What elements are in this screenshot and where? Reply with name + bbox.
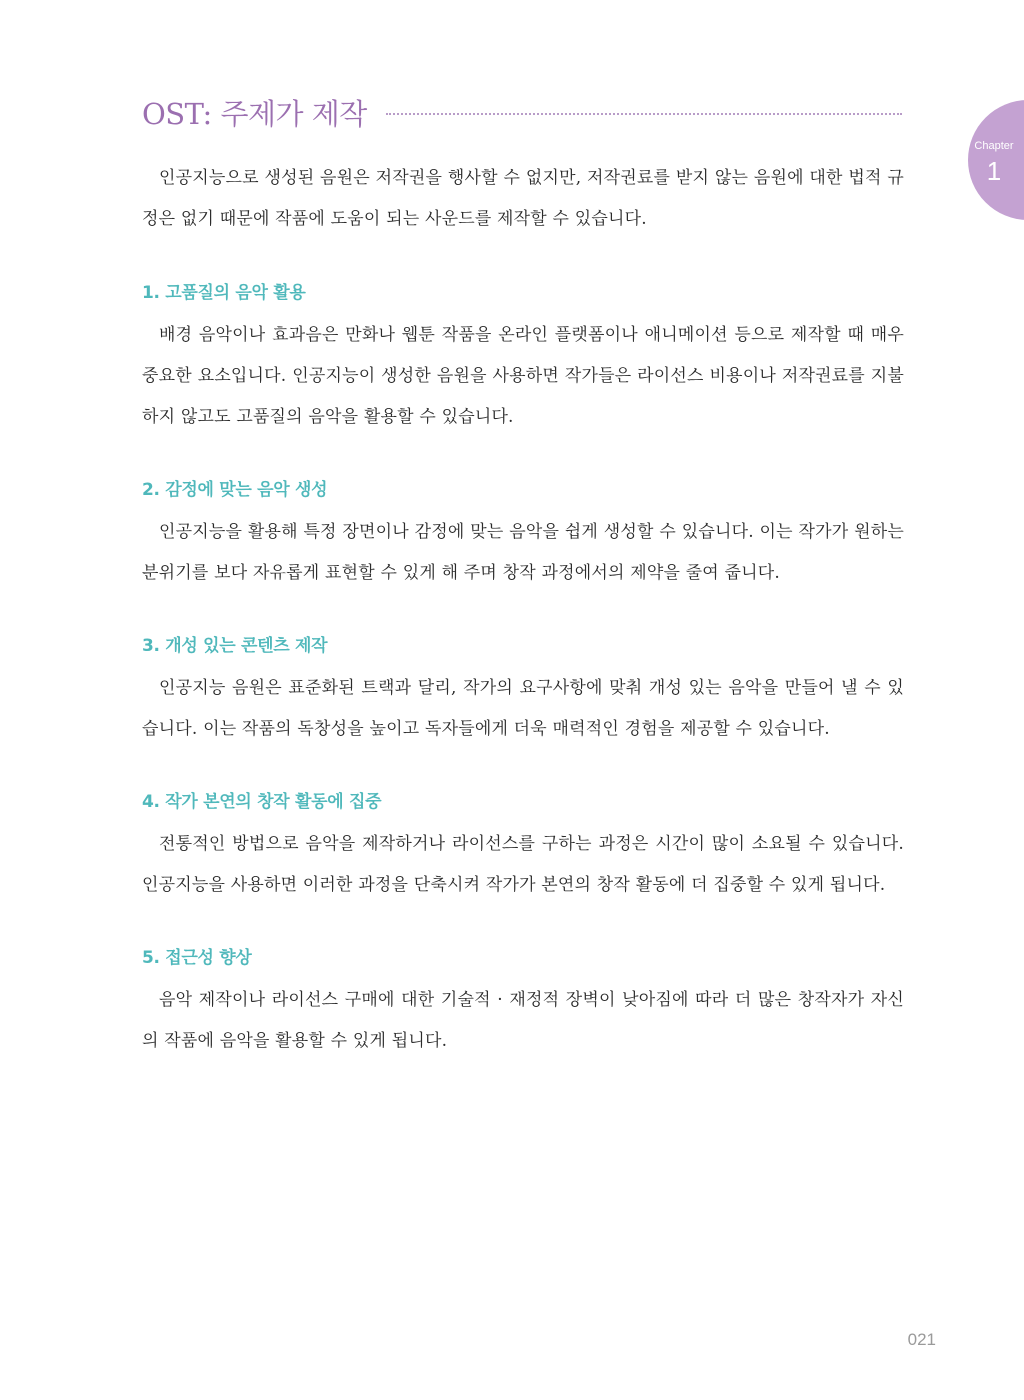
section-body-3: 인공지능 음원은 표준화된 트랙과 달리, 작가의 요구사항에 맞춰 개성 있는 음악을 만들어 낼 수 있습니다. 이는 작품의 독창성을 높이고 독자들에게 더욱 매력적인 경험을 제공할 수 있습니다. [142,678,904,739]
page-title-row [142,92,902,142]
section-heading-2: 2. 감정에 맞는 음악 생성 [142,480,328,500]
section-heading-3: 3. 개성 있는 콘텐츠 제작 [142,636,328,656]
page-number: 021 [907,1330,936,1349]
page-title: OST: 주제가 제작 [142,97,367,131]
section-heading-1: 1. 고품질의 음악 활용 [142,283,306,303]
main-content [142,158,904,1062]
section-body-2: 인공지능을 활용해 특정 장면이나 감정에 맞는 음악을 쉽게 생성할 수 있습니다. 이는 작가가 원하는 분위기를 보다 자유롭게 표현할 수 있게 해 주며 창작 과정에서의 제약을 줄여 줍니다. [142,522,904,583]
chapter-number: 1 [986,156,1002,186]
chapter-label: Chapter [974,140,1014,152]
section-body-4: 전통적인 방법으로 음악을 제작하거나 라이선스를 구하는 과정은 시간이 많이 소요될 수 있습니다. 인공지능을 사용하면 이러한 과정을 단축시켜 작가가 본연의 창작 활동에 더 집중할 수 있게 됩니다. [142,834,904,895]
section-body-5: 음악 제작이나 라이선스 구매에 대한 기술적 · 재정적 장벽이 낮아짐에 따라 더 많은 창작자가 자신의 작품에 음악을 활용할 수 있게 됩니다. [142,990,904,1051]
intro-paragraph: 인공지능으로 생성된 음원은 저작권을 행사할 수 없지만, 저작권료를 받지 않는 음원에 대한 법적 규정은 없기 때문에 작품에 도움이 되는 사운드를 제작할 수 있습니다. [142,168,904,229]
section-heading-4: 4. 작가 본연의 창작 활동에 집중 [142,792,382,812]
section-heading-5: 5. 접근성 향상 [142,948,252,968]
section-body-1: 배경 음악이나 효과음은 만화나 웹툰 작품을 온라인 플랫폼이나 애니메이션 등으로 제작할 때 매우 중요한 요소입니다. 인공지능이 생성한 음원을 사용하면 작가들은 라이선스 비용이나 저작권료를 지불하지 않고도 고품질의 음악을 활용할 수 있습니다. [142,325,904,427]
title-dotted-rule [386,113,902,115]
